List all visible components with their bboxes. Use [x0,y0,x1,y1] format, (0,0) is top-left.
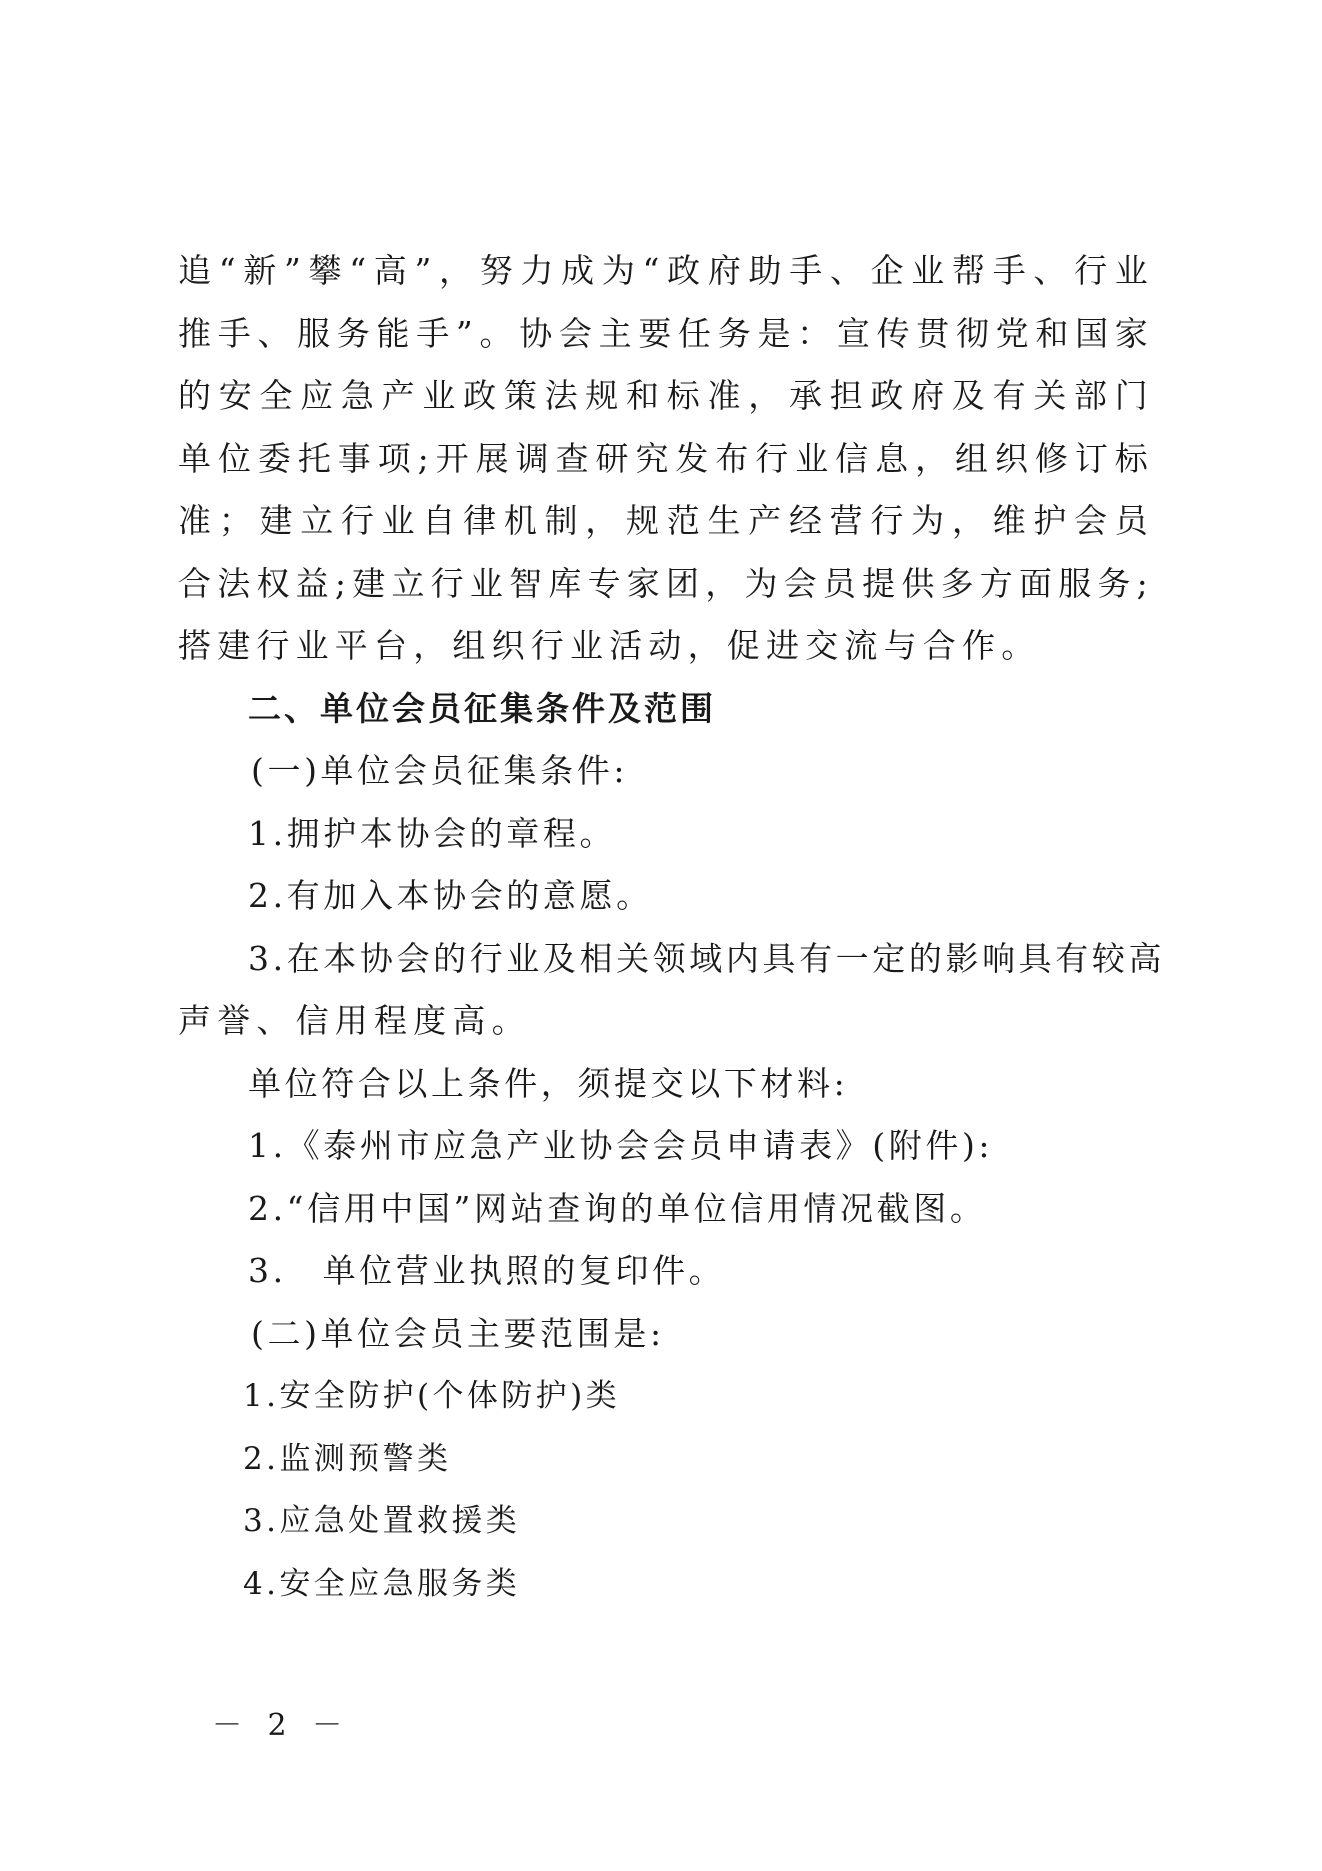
condition-item-1: 1.拥护本协会的章程。 [248,813,617,853]
material-item-3-text: 单位营业执照的复印件。 [322,1251,726,1290]
material-item-2: 2.“信用中国”网站查询的单位信用情况截图。 [248,1188,987,1228]
material-item-3-number: 3. [248,1251,287,1290]
intro-paragraph: 追“新”攀“高”，努力成为“政府助手、企业帮手、行业推手、服务能手”。协会主要任务是：宣传贯彻党和国家的安全应急产业政策法规和标准，承担政府及有关部门单位委托事项;开展调查研究发布行业信息，组织修订标准；建立行业自律机制，规范生产经营行为，维护会员合法权益;建立行业智库专家团，为会员提供多方面服务;搭建行业平台，组织行业活动，促进交流与合作。 [178,251,1154,665]
scope-item-1: 1.安全防护(个体防护)类 [243,1378,620,1414]
materials-intro: 单位符合以上条件，须提交以下材料: [248,1063,849,1103]
condition-item-3-second-line: 声誉、信用程度高。 [178,1001,531,1040]
document-body [178,240,1166,1615]
section-two-heading: 二、单位会员征集条件及范围 [248,688,716,728]
scope-item-3: 3.应急处置救援类 [243,1503,521,1539]
scope-title: (二)单位会员主要范围是: [251,1313,665,1353]
condition-item-2: 2.有加入本协会的意愿。 [248,876,653,915]
material-item-1: 1.《泰州市应急产业协会会员申请表》(附件): [248,1126,994,1165]
page-number: － 2 － [212,1708,351,1743]
scope-item-4: 4.安全应急服务类 [243,1565,521,1602]
condition-item-3-first-line: 3.在本协会的行业及相关领域内具有一定的影响具有较高 [248,938,1166,978]
conditions-title: (一)单位会员征集条件: [251,751,629,790]
scope-item-2: 2.监测预警类 [243,1440,452,1477]
material-item-3 [178,1240,1154,1303]
